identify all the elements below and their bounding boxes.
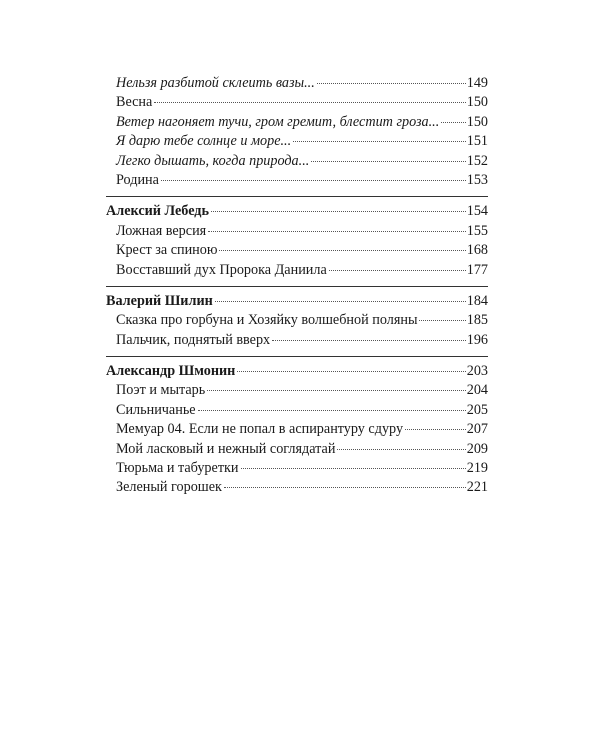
author-name: Валерий Шилин: [106, 292, 213, 309]
page-number: 149: [466, 75, 488, 91]
entry-title: Нельзя разбитой склеить вазы...: [116, 75, 315, 91]
page-number: 154: [466, 203, 488, 220]
author-name: Алексий Лебедь: [106, 203, 209, 220]
dot-leader: [161, 180, 466, 181]
dot-leader: [154, 102, 465, 103]
page-number: 155: [466, 222, 488, 239]
toc-entry: [106, 152, 488, 171]
toc-entry: [106, 420, 488, 439]
toc-entry: [106, 222, 488, 241]
entry-title: Я дарю тебе солнце и море...: [116, 133, 292, 150]
page-number: 152: [466, 152, 488, 169]
entry-title: Легко дышать, когда природа...: [116, 152, 310, 169]
entry-title: Ложная версия: [116, 222, 207, 239]
page-number: 203: [466, 363, 488, 380]
page-number: 219: [466, 460, 488, 477]
author-name: Александр Шмонин: [106, 363, 236, 380]
table-of-contents: [106, 74, 488, 498]
dot-leader: [329, 270, 466, 271]
dot-leader: [207, 390, 465, 391]
page-number: 151: [466, 133, 488, 150]
page-number: 168: [466, 242, 488, 259]
dot-leader: [419, 320, 465, 321]
toc-entry: [106, 93, 488, 112]
entry-title: Пальчик, поднятый вверх: [116, 331, 271, 348]
page-number: 150: [466, 113, 488, 130]
toc-entry: [106, 331, 488, 350]
toc-entry: [106, 132, 488, 151]
page-number: 205: [466, 401, 488, 418]
dot-leader: [215, 301, 466, 302]
toc-section: [106, 356, 488, 498]
entry-title: Сильничанье: [116, 401, 196, 418]
entry-title: Весна: [116, 94, 153, 111]
dot-leader: [219, 250, 465, 251]
author-heading: [106, 202, 488, 221]
toc-section: [106, 74, 488, 190]
entry-title: Мой ласковый и нежный соглядатай: [116, 440, 336, 457]
toc-entry: [106, 74, 488, 93]
toc-entry: [106, 478, 488, 497]
entry-title: Мемуар 04. Если не попал в аспирантуру сдуру: [116, 421, 404, 438]
section-divider: [106, 356, 488, 357]
dot-leader: [405, 429, 466, 430]
author-heading: [106, 292, 488, 311]
toc-section: [106, 286, 488, 350]
page-number: 196: [466, 331, 488, 348]
dot-leader: [237, 371, 465, 372]
page-number: 204: [466, 382, 488, 399]
dot-leader: [337, 449, 465, 450]
dot-leader: [317, 83, 466, 84]
entry-title: Тюрьма и табуретки: [116, 460, 239, 477]
toc-entry: [106, 241, 488, 260]
dot-leader: [211, 211, 466, 212]
page-number: 150: [466, 94, 488, 111]
dot-leader: [208, 231, 466, 232]
toc-entry: [106, 311, 488, 330]
entry-title: Поэт и мытарь: [116, 382, 206, 399]
page-number: 207: [466, 421, 488, 438]
page-number: 221: [466, 479, 488, 496]
dot-leader: [241, 468, 466, 469]
dot-leader: [272, 340, 466, 341]
entry-title: Родина: [116, 171, 159, 188]
dot-leader: [441, 122, 465, 123]
toc-entry: [106, 113, 488, 132]
toc-entry: [106, 440, 488, 459]
toc-section: [106, 196, 488, 280]
dot-leader: [198, 410, 466, 411]
page-number: 209: [466, 440, 488, 457]
entry-title: Зеленый горошек: [116, 479, 222, 496]
page-number: 185: [466, 312, 488, 329]
section-divider: [106, 286, 488, 287]
entry-title: Восставший дух Пророка Даниила: [116, 261, 327, 278]
toc-entry: [106, 261, 488, 280]
dot-leader: [311, 161, 465, 162]
page-number: 184: [466, 292, 488, 309]
toc-entry: [106, 171, 488, 190]
toc-entry: [106, 459, 488, 478]
entry-title: Сказка про горбуна и Хозяйку волшебной поляны: [116, 312, 418, 329]
page-number: 153: [466, 171, 488, 188]
page-number: 177: [466, 261, 488, 278]
entry-title: Ветер нагоняет тучи, гром гремит, блестит гроза...: [116, 113, 440, 130]
section-divider: [106, 196, 488, 197]
dot-leader: [293, 141, 466, 142]
entry-title: Крест за спиною: [116, 242, 218, 259]
author-heading: [106, 362, 488, 381]
toc-entry: [106, 381, 488, 400]
toc-entry: [106, 401, 488, 420]
dot-leader: [224, 487, 466, 488]
